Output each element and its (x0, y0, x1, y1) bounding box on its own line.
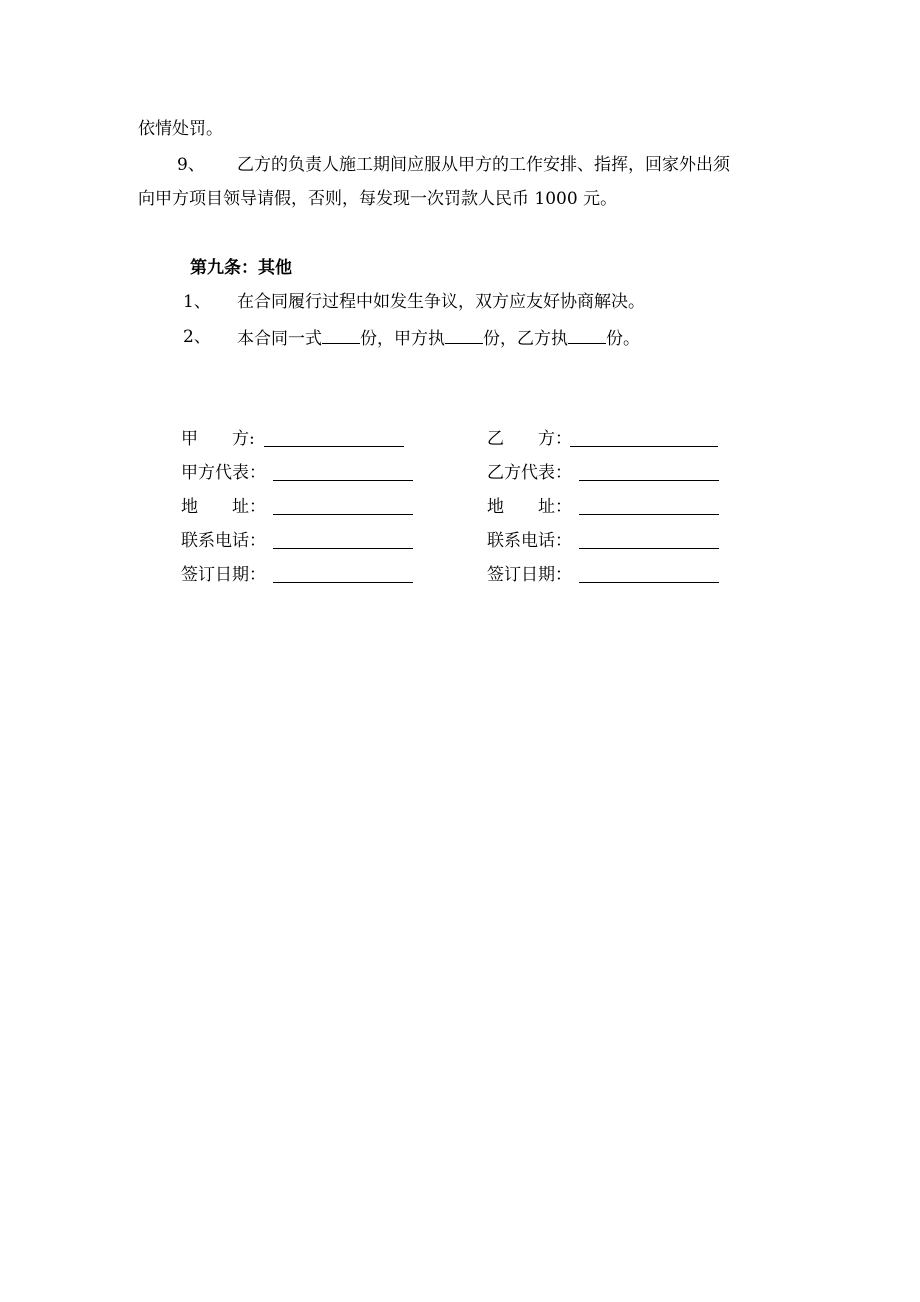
copies-text-c: 份，乙方执 (483, 329, 568, 349)
party-b-label: 乙 方： (487, 429, 572, 449)
section-heading: 第九条：其他 (190, 258, 292, 278)
section-item-2-number: 2、 (183, 327, 211, 347)
party-b-date-label: 签订日期： (487, 565, 572, 585)
party-a-phone-label: 联系电话： (181, 531, 266, 551)
party-a-date-field[interactable] (273, 582, 413, 583)
party-b-address-field[interactable] (579, 514, 719, 515)
section-item-1-text: 在合同履行过程中如发生争议，双方应友好协商解决。 (237, 292, 645, 312)
item-9-number: 9、 (177, 155, 205, 175)
section-item-1 (183, 291, 783, 313)
party-a-rep-label: 甲方代表： (181, 463, 266, 483)
party-b-date-field[interactable] (579, 582, 719, 583)
item-9 (177, 154, 797, 176)
party-b-phone-field[interactable] (579, 548, 719, 549)
party-b-rep-field[interactable] (579, 480, 719, 481)
party-b-address-label: 地 址： (487, 497, 572, 517)
party-a-field[interactable] (264, 446, 404, 447)
party-a-address-field[interactable] (273, 514, 413, 515)
party-b-copies-blank[interactable] (568, 326, 606, 344)
section-item-2-text (237, 326, 640, 350)
party-b-rep-label: 乙方代表： (487, 463, 572, 483)
party-b-phone-label: 联系电话： (487, 531, 572, 551)
party-a-date-label: 签订日期： (181, 565, 266, 585)
party-a-phone-field[interactable] (273, 548, 413, 549)
item-9-line2: 向甲方项目领导请假，否则，每发现一次罚款人民币 1000 元。 (138, 189, 618, 209)
copies-text-a: 本合同一式 (237, 329, 322, 349)
copies-text-d: 份。 (606, 329, 640, 349)
section-item-1-number: 1、 (183, 292, 211, 312)
paragraph-continuation: 依情处罚。 (138, 119, 223, 139)
party-a-label: 甲 方: (181, 429, 255, 449)
party-a-address-label: 地 址： (181, 497, 266, 517)
section-item-2 (183, 326, 783, 348)
party-a-rep-field[interactable] (273, 480, 413, 481)
party-b-field[interactable] (570, 446, 718, 447)
party-a-copies-blank[interactable] (445, 326, 483, 344)
copies-text-b: 份，甲方执 (360, 329, 445, 349)
item-9-line1: 乙方的负责人施工期间应服从甲方的工作安排、指挥，回家外出须 (237, 155, 730, 175)
total-copies-blank[interactable] (322, 326, 360, 344)
